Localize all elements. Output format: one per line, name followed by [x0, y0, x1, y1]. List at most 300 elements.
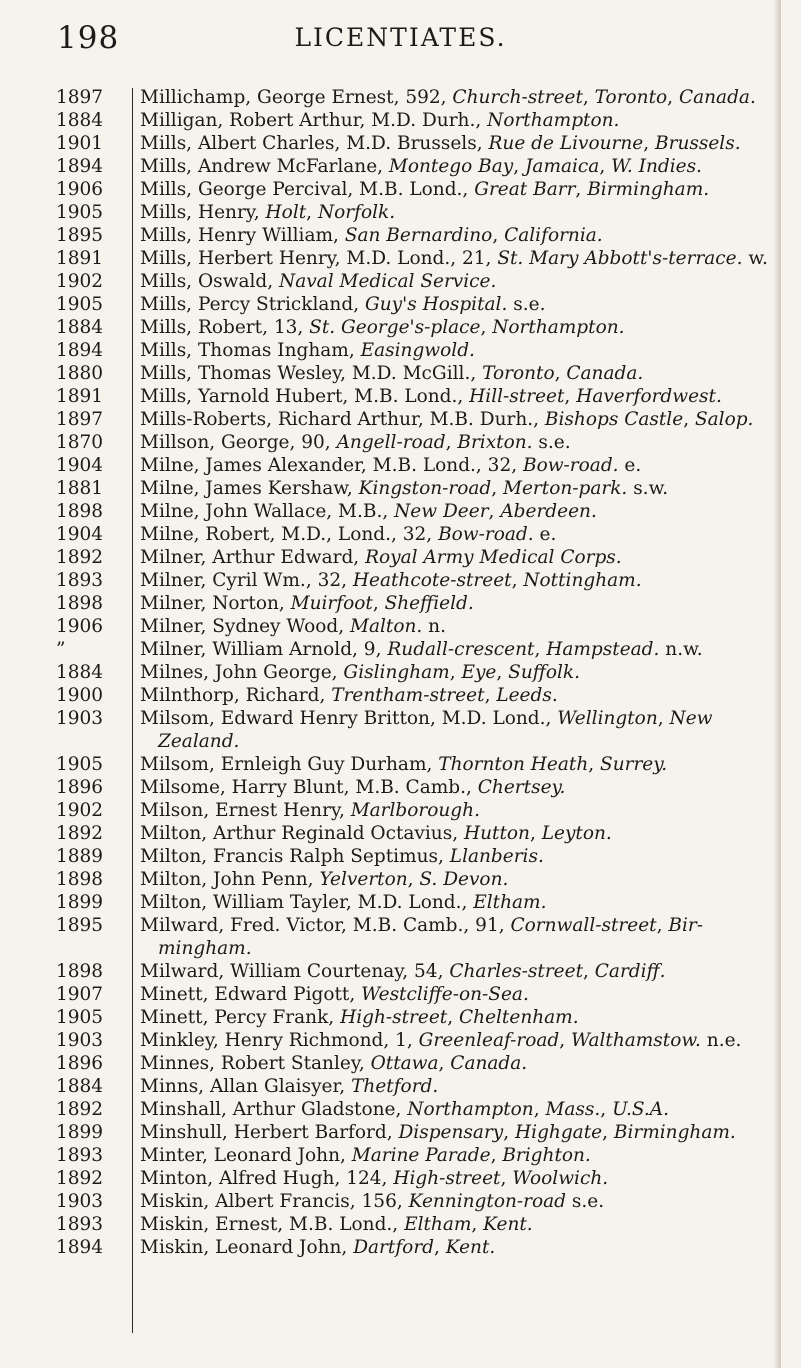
entry-name: ,: [372, 593, 385, 614]
list-item: [0, 914, 801, 937]
entry-address: Aberdeen.: [500, 501, 597, 522]
entry-text: [140, 201, 395, 224]
entry-name: Mills, Henry,: [140, 202, 266, 223]
entry-address: Brussels.: [655, 133, 741, 154]
list-item: [0, 155, 801, 178]
entry-address: Angell-road: [336, 432, 446, 453]
entry-name: Milnes, John George,: [140, 662, 344, 683]
entry-address: Highgate: [515, 1122, 603, 1143]
entry-name: n.: [422, 616, 446, 637]
entry-year: 1892: [56, 547, 104, 568]
entry-name: ,: [434, 1237, 446, 1258]
entry-address: Church-street: [452, 87, 583, 108]
register-list: [0, 86, 801, 1259]
entry-name: ,: [488, 501, 501, 522]
entry-name: Mills, George Percival, M.B. Lond.,: [140, 179, 475, 200]
entry-name: Milward, William Courtenay, 54,: [140, 961, 450, 982]
entry-year: 1894: [56, 1237, 104, 1258]
entry-name: ,: [599, 156, 612, 177]
entry-address: Cheltenham.: [459, 1007, 579, 1028]
entry-name: n.e.: [700, 1030, 742, 1051]
entry-name: Milson, Ernest Henry,: [140, 800, 351, 821]
entry-text: [140, 1052, 527, 1075]
entry-address: Cornwall-street: [510, 915, 657, 936]
list-item: [0, 730, 801, 753]
entry-name: Millichamp, George Ernest, 592,: [140, 87, 453, 108]
list-item: [0, 523, 801, 546]
list-item: [0, 1029, 801, 1052]
entry-name: Miskin, Leonard John,: [140, 1237, 354, 1258]
entry-name: Milsom, Ernleigh Guy Durham,: [140, 754, 439, 775]
entry-name: w.: [742, 248, 768, 269]
entry-text: [140, 592, 474, 615]
entry-address: Thornton Heath: [438, 754, 589, 775]
list-item: [0, 132, 801, 155]
entry-year: 1899: [56, 1122, 104, 1143]
entry-year: 1902: [56, 800, 104, 821]
entry-text: [140, 1213, 533, 1236]
list-item: [0, 408, 801, 431]
entry-text: [140, 1121, 736, 1144]
entry-name: Mills, Percy Strickland,: [140, 294, 365, 315]
entry-address: Salop.: [694, 409, 754, 430]
entry-address: Royal Army Medical Corps.: [365, 547, 622, 568]
entry-text: [140, 224, 603, 247]
entry-text: [140, 615, 446, 638]
entry-name: Milner, Sydney Wood,: [140, 616, 351, 637]
entry-year: 1905: [56, 202, 104, 223]
entry-address: W. Indies.: [611, 156, 702, 177]
list-item: [0, 868, 801, 891]
entry-address: New Deer: [394, 501, 489, 522]
entry-name: ,: [471, 1214, 484, 1235]
entry-year: ”: [56, 639, 66, 660]
entry-name: ,: [480, 317, 493, 338]
entry-address: Northampton: [407, 1099, 534, 1120]
list-item: [0, 316, 801, 339]
entry-text: [140, 569, 642, 592]
entry-address: Marlborough.: [350, 800, 480, 821]
list-item: [0, 477, 801, 500]
entry-address: Marine Parade: [351, 1145, 491, 1166]
entry-text: [158, 730, 239, 753]
entry-text: [140, 270, 496, 293]
entry-year: 1903: [56, 708, 104, 729]
entry-year: 1897: [56, 409, 104, 430]
entry-text: [140, 408, 753, 431]
entry-address: Zealand.: [158, 731, 240, 752]
entry-year: 1905: [56, 294, 104, 315]
entry-text: [140, 477, 668, 500]
entry-text: [140, 753, 667, 776]
entry-address: California.: [504, 225, 603, 246]
entry-name: ,: [583, 961, 595, 982]
entry-name: ,: [484, 685, 497, 706]
entry-name: Mills, Oswald,: [140, 271, 279, 292]
entry-name: ,: [582, 87, 595, 108]
entry-name: ,: [445, 432, 458, 453]
entry-text: [140, 339, 475, 362]
list-item: [0, 270, 801, 293]
entry-year: 1892: [56, 1099, 104, 1120]
entry-address: Merton-park.: [503, 478, 628, 499]
entry-text: [140, 362, 643, 385]
entry-year: 1893: [56, 1214, 104, 1235]
entry-address: Kingston-road: [358, 478, 492, 499]
entry-address: Kennington-road: [408, 1191, 566, 1212]
entry-name: ,: [588, 754, 601, 775]
list-item: [0, 201, 801, 224]
entry-address: Hill-street: [469, 386, 565, 407]
entry-address: Guy's Hospital.: [364, 294, 508, 315]
list-item: [0, 546, 801, 569]
entry-name: ,: [529, 823, 542, 844]
entry-name: Mills, Yarnold Hubert, M.B. Lond.,: [140, 386, 470, 407]
list-item: [0, 339, 801, 362]
entry-address: High-street: [340, 1007, 448, 1028]
entry-address: Malton.: [350, 616, 423, 637]
entry-name: ,: [657, 708, 670, 729]
entry-year: 1891: [56, 386, 104, 407]
entry-name: Mills, Robert, 13,: [140, 317, 310, 338]
entry-text: [140, 1075, 438, 1098]
entry-name: Milton, John Penn,: [140, 869, 320, 890]
entry-name: Mills, Andrew McFarlane,: [140, 156, 389, 177]
entry-text: [140, 293, 545, 316]
entry-name: Milne, John Wallace, M.B.,: [140, 501, 395, 522]
entry-year: 1892: [56, 1168, 104, 1189]
entry-name: ,: [554, 363, 567, 384]
entry-text: [140, 891, 546, 914]
list-item: [0, 178, 801, 201]
entry-name: Milne, James Kershaw,: [140, 478, 359, 499]
entry-year: 1884: [56, 662, 104, 683]
entry-text: [140, 546, 622, 569]
entry-name: ,: [496, 662, 509, 683]
entry-name: ,: [511, 570, 524, 591]
list-item: [0, 661, 801, 684]
entry-name: Milton, William Tayler, M.D. Lond.,: [140, 892, 474, 913]
entry-name: ,: [447, 1007, 459, 1028]
entry-year: 1906: [56, 179, 104, 200]
entry-name: Milton, Francis Ralph Septimus,: [140, 846, 450, 867]
list-item: [0, 592, 801, 615]
entry-address: Northampton.: [492, 317, 625, 338]
entry-text: [140, 132, 741, 155]
entry-name: Milsom, Edward Henry Britton, M.D. Lond.,: [140, 708, 558, 729]
entry-text: [158, 937, 252, 960]
entry-address: Ottawa: [370, 1053, 439, 1074]
entry-name: ,: [667, 87, 679, 108]
entry-address: Charles-street: [449, 961, 583, 982]
entry-year: 1870: [56, 432, 104, 453]
entry-text: [140, 1167, 608, 1190]
list-item: [0, 1236, 801, 1259]
entry-year: 1901: [56, 133, 104, 154]
entry-address: U.S.A.: [612, 1099, 669, 1120]
entry-address: Canada.: [566, 363, 644, 384]
entry-year: 1892: [56, 823, 104, 844]
entry-text: [140, 86, 756, 109]
entry-year: 1905: [56, 1007, 104, 1028]
entry-name: ,: [513, 156, 525, 177]
entry-text: [140, 385, 722, 408]
entry-text: [140, 178, 709, 201]
entry-text: [140, 454, 641, 477]
entry-name: s.e.: [566, 1191, 605, 1212]
entry-address: Rudall-crescent: [387, 639, 535, 660]
entry-name: Milne, Robert, M.D., Lond., 32,: [140, 524, 439, 545]
entry-year: 1907: [56, 984, 104, 1005]
entry-year: 1902: [56, 271, 104, 292]
entry-text: [140, 1144, 591, 1167]
entry-text: [140, 707, 712, 730]
entry-name: ,: [500, 1168, 513, 1189]
entry-name: ,: [559, 1030, 572, 1051]
entry-address: Dispensary: [398, 1122, 504, 1143]
entry-text: [140, 776, 565, 799]
entry-name: ,: [306, 202, 318, 223]
entry-text: [140, 316, 625, 339]
list-item: [0, 937, 801, 960]
list-item: [0, 799, 801, 822]
entry-address: Gislingham: [343, 662, 450, 683]
entry-name: Milner, Cyril Wm., 32,: [140, 570, 353, 591]
entry-address: Yelverton: [319, 869, 408, 890]
entry-address: Brixton.: [457, 432, 533, 453]
entry-text: [140, 155, 702, 178]
entry-address: Leeds.: [496, 685, 558, 706]
list-item: [0, 1098, 801, 1121]
list-item: [0, 224, 801, 247]
entry-text: [140, 1098, 669, 1121]
list-item: [0, 431, 801, 454]
entry-address: Toronto: [594, 87, 668, 108]
entry-text: [140, 431, 571, 454]
entry-name: ,: [503, 1122, 516, 1143]
entry-address: Heathcote-street: [352, 570, 512, 591]
entry-name: Mills, Albert Charles, M.D. Brussels,: [140, 133, 489, 154]
entry-year: 1903: [56, 1030, 104, 1051]
entry-year: 1880: [56, 363, 104, 384]
page-header: [0, 20, 801, 60]
entry-text: [140, 1006, 579, 1029]
entry-year: 1903: [56, 1191, 104, 1212]
entry-name: Mills, Thomas Wesley, M.D. McGill.,: [140, 363, 483, 384]
entry-year: 1900: [56, 685, 104, 706]
entry-name: Mills, Thomas Ingham,: [140, 340, 361, 361]
entry-year: 1897: [56, 87, 104, 108]
list-item: [0, 960, 801, 983]
list-item: [0, 293, 801, 316]
entry-address: Woolwich.: [512, 1168, 609, 1189]
entry-year: 1889: [56, 846, 104, 867]
list-item: [0, 109, 801, 132]
entry-year: 1884: [56, 317, 104, 338]
entry-address: mingham.: [158, 938, 252, 959]
list-item: [0, 776, 801, 799]
list-item: [0, 1121, 801, 1144]
entry-address: Muirfoot: [290, 593, 373, 614]
entry-address: Naval Medical Service.: [279, 271, 497, 292]
list-item: [0, 891, 801, 914]
entry-name: ,: [490, 1145, 503, 1166]
list-item: [0, 454, 801, 477]
entry-year: 1891: [56, 248, 104, 269]
entry-year: 1881: [56, 478, 104, 499]
entry-address: Leyton.: [541, 823, 612, 844]
entry-name: Mills, Herbert Henry, M.D. Lond., 21,: [140, 248, 498, 269]
list-item: [0, 638, 801, 661]
entry-name: Minshall, Arthur Gladstone,: [140, 1099, 408, 1120]
entry-text: [140, 822, 612, 845]
entry-address: New: [669, 708, 713, 729]
entry-name: Minns, Allan Glaisyer,: [140, 1076, 352, 1097]
entry-address: Easingwold.: [360, 340, 475, 361]
entry-name: ,: [534, 639, 547, 660]
entry-text: [140, 247, 768, 270]
entry-address: Bishops Castle: [544, 409, 684, 430]
entry-name: n.w.: [659, 639, 703, 660]
entry-name: Minett, Edward Pigott,: [140, 984, 362, 1005]
entry-year: 1894: [56, 340, 104, 361]
entry-name: Mills, Henry William,: [140, 225, 345, 246]
list-item: [0, 684, 801, 707]
entry-address: S. Devon.: [419, 869, 509, 890]
entry-year: 1894: [56, 156, 104, 177]
entry-address: Canada.: [678, 87, 756, 108]
list-item: [0, 1190, 801, 1213]
entry-address: Northampton.: [487, 110, 620, 131]
entry-address: Cardiff.: [594, 961, 666, 982]
list-item: [0, 615, 801, 638]
page-edge-shadow: [773, 0, 781, 1368]
entry-name: Milton, Arthur Reginald Octavius,: [140, 823, 464, 844]
entry-name: Mills-Roberts, Richard Arthur, M.B. Durh.,: [140, 409, 545, 430]
entry-address: Eye: [461, 662, 497, 683]
entry-text: [140, 868, 508, 891]
list-item: [0, 1075, 801, 1098]
entry-name: Minnes, Robert Stanley,: [140, 1053, 371, 1074]
entry-address: Rue de Livourne: [488, 133, 644, 154]
entry-address: Hutton: [463, 823, 530, 844]
entry-text: [140, 500, 597, 523]
list-item: [0, 1144, 801, 1167]
list-item: [0, 845, 801, 868]
entry-name: Milner, Arthur Edward,: [140, 547, 366, 568]
entry-year: 1898: [56, 593, 104, 614]
entry-address: Nottingham.: [523, 570, 642, 591]
entry-name: Minton, Alfred Hugh, 124,: [140, 1168, 394, 1189]
entry-address: St. George's-place: [309, 317, 481, 338]
entry-address: Mass.: [545, 1099, 601, 1120]
entry-name: e.: [533, 524, 557, 545]
entry-address: Eltham.: [473, 892, 547, 913]
list-item: [0, 1006, 801, 1029]
list-item: [0, 86, 801, 109]
entry-address: Kent.: [483, 1214, 533, 1235]
entry-name: Minshull, Herbert Barford,: [140, 1122, 399, 1143]
running-head: LICENTIATES.: [294, 23, 507, 52]
list-item: [0, 822, 801, 845]
entry-address: Haverfordwest.: [576, 386, 722, 407]
entry-name: ,: [656, 915, 669, 936]
entry-text: [140, 914, 703, 937]
list-item: [0, 569, 801, 592]
list-item: [0, 1052, 801, 1075]
entry-year: 1884: [56, 1076, 104, 1097]
entry-address: Montego Bay: [388, 156, 514, 177]
entry-name: ,: [492, 225, 505, 246]
entry-address: Thetford.: [351, 1076, 439, 1097]
entry-name: ,: [564, 386, 577, 407]
list-item: [0, 362, 801, 385]
entry-text: [140, 684, 558, 707]
list-item: [0, 247, 801, 270]
entry-address: Wellington: [557, 708, 658, 729]
entry-name: Miskin, Albert Francis, 156,: [140, 1191, 409, 1212]
entry-address: Hampstead.: [546, 639, 660, 660]
entry-address: Dartford: [353, 1237, 434, 1258]
entry-year: 1898: [56, 961, 104, 982]
entry-text: [140, 960, 666, 983]
entry-address: Holt: [265, 202, 307, 223]
entry-address: Great Barr: [474, 179, 576, 200]
entry-name: ,: [438, 1053, 451, 1074]
entry-year: 1896: [56, 1053, 104, 1074]
entry-year: 1899: [56, 892, 104, 913]
list-item: [0, 500, 801, 523]
entry-text: [140, 799, 480, 822]
entry-text: [140, 523, 556, 546]
entry-name: ,: [602, 1122, 614, 1143]
entry-year: 1896: [56, 777, 104, 798]
entry-name: e.: [618, 455, 642, 476]
entry-year: 1906: [56, 616, 104, 637]
entry-year: 1895: [56, 915, 104, 936]
entry-name: Milnthorp, Richard,: [140, 685, 332, 706]
entry-text: [140, 845, 544, 868]
entry-address: Suffolk.: [508, 662, 580, 683]
entry-year: 1895: [56, 225, 104, 246]
list-item: [0, 753, 801, 776]
entry-name: Miskin, Ernest, M.B. Lond.,: [140, 1214, 405, 1235]
entry-address: High-street: [393, 1168, 501, 1189]
entry-name: Minkley, Henry Richmond, 1,: [140, 1030, 419, 1051]
entry-address: Llanberis.: [449, 846, 544, 867]
list-item: [0, 983, 801, 1006]
entry-name: ,: [643, 133, 655, 154]
list-item: [0, 385, 801, 408]
entry-name: ,: [600, 1099, 613, 1120]
entry-name: s.e.: [507, 294, 546, 315]
entry-address: San Bernardino: [344, 225, 493, 246]
entry-name: ,: [575, 179, 588, 200]
entry-name: ,: [683, 409, 695, 430]
entry-name: Milligan, Robert Arthur, M.D. Durh.,: [140, 110, 488, 131]
entry-text: [140, 661, 580, 684]
entry-address: Bir-: [668, 915, 703, 936]
entry-address: Toronto: [482, 363, 555, 384]
entry-text: [140, 638, 703, 661]
entry-address: Birmingham.: [587, 179, 710, 200]
entry-address: Jamaica: [525, 156, 600, 177]
entry-name: ,: [407, 869, 420, 890]
entry-name: Milne, James Alexander, M.B. Lond., 32,: [140, 455, 523, 476]
entry-year: 1898: [56, 869, 104, 890]
entry-name: Millson, George, 90,: [140, 432, 337, 453]
entry-address: Sheffield.: [384, 593, 474, 614]
